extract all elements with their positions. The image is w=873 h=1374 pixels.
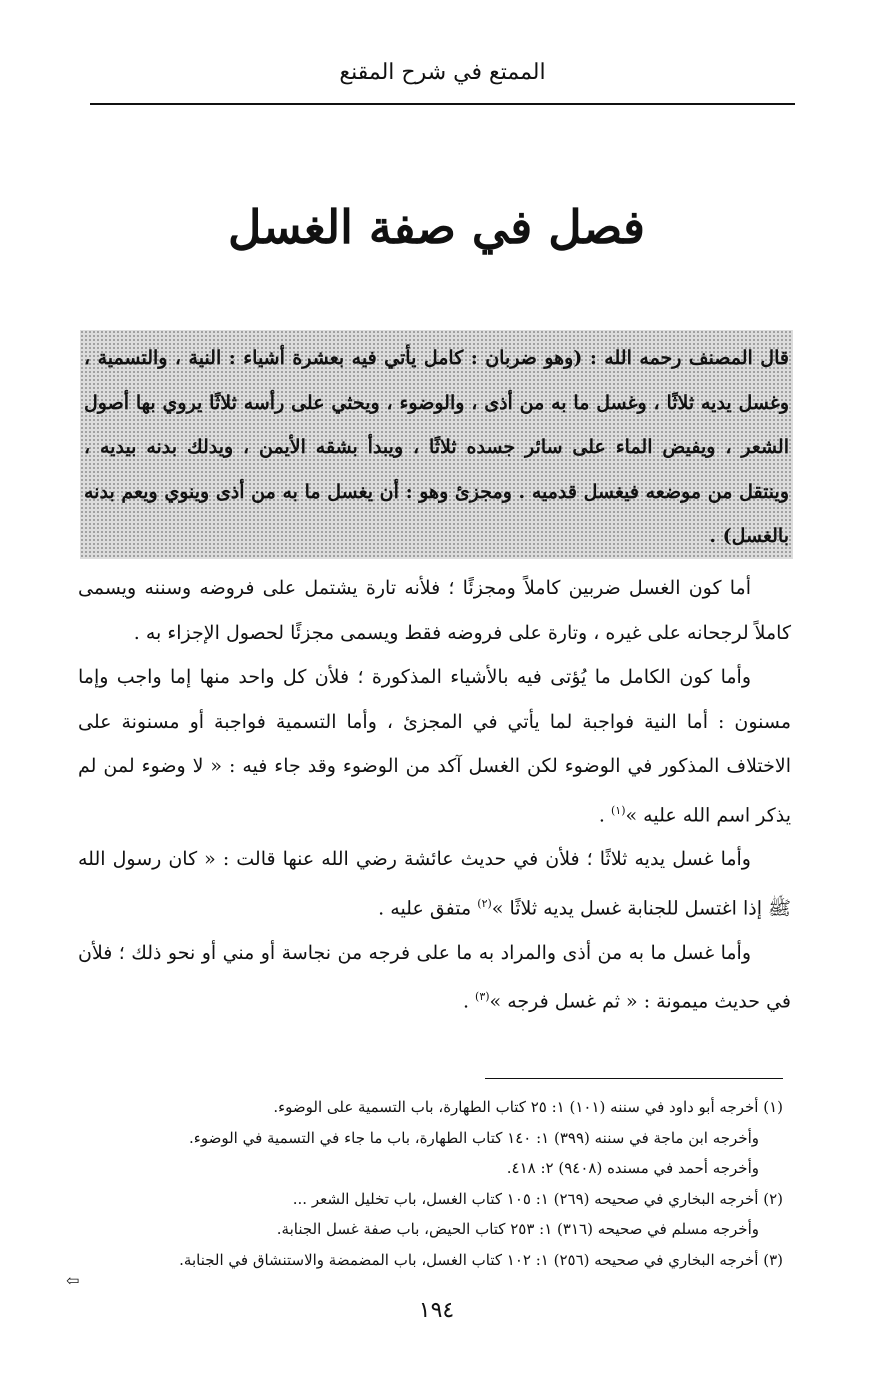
footnote-3: (٣) أخرجه البخاري في صحيحه (٢٥٦) ١: ١٠٢ كتاب الغسل، باب المضمضة والاستنشاق في الجنابة. (179, 1250, 783, 1269)
footnote-2-cont: وأخرجه مسلم في صحيحه (٣١٦) ١: ٢٥٣ كتاب الحيض، باب صفة غسل الجنابة. (276, 1220, 759, 1238)
paragraph-3-tail: متفق عليه . (378, 897, 472, 920)
matn-text: قال المصنف رحمه الله : (وهو ضربان : كامل يأتي فيه بعشرة أشياء : النية ، والتسمية ، وغسل يديه ثلاثًا ، وغسل ما به من أذى ، والوضوء ، ويحثي على رأسه ثلاثًا يروي بها أصول الشعر ، ويفيض الماء على سائر جسده ثلاثًا ، ويبدأ بشقه الأيمن ، ويدلك بدنه بيديه ، وينتقل من موضعه فيغسل قدميه . ومجزئ وهو : أن يغسل ما به من أذى وينوي ويعم بدنه بالغسل) . (84, 347, 789, 547)
chapter-title: فصل في صفة الغسل (228, 200, 645, 254)
footnote-1: (١) أخرجه أبو داود في سننه (١٠١) ١: ٢٥ كتاب الطهارة، باب التسمية على الوضوء. (273, 1098, 783, 1116)
footnote-2: (٢) أخرجه البخاري في صحيحه (٢٦٩) ١: ١٠٥ كتاب الغسل، باب تخليل الشعر ... (292, 1189, 783, 1208)
paragraph-2-text: وأما كون الكامل ما يُؤتى فيه بالأشياء المذكورة ؛ فلأن كل واحد منها إما واجب وإما مسنون : أما النية فواجبة لما يأتي في المجزئ ، وأما التسمية فواجبة أو مسنونة على الاختلاف المذكور في الوضوء لكن الغسل آكد من الوضوء وقد جاء فيه : « لا وضوء لمن لم يذكر اسم الله عليه » (78, 666, 792, 826)
header-rule (90, 103, 795, 105)
footnotes (86, 1092, 783, 1275)
footnote-1-cont-b: وأخرجه أحمد في مسنده (٩٤٠٨) ٢: ٤١٨. (506, 1159, 759, 1177)
paragraph-3-text: وأما غسل يديه ثلاثًا ؛ فلأن في حديث عائشة رضي الله عنها قالت : « كان رسول الله ﷺ إذا اغتسل للجنابة غسل يديه ثلاثًا » (78, 848, 791, 920)
commentary-body (78, 566, 791, 1024)
footnote-ref-2: (٢) (477, 896, 492, 910)
running-header: الممتع في شرح المقنع (339, 60, 546, 85)
footnote-ref-3: (٣) (475, 990, 490, 1004)
paragraph-1-text: أما كون الغسل ضربين كاملاً ومجزئًا ؛ فلأنه تارة يشتمل على فروضه وسننه ويسمى كاملاً لرجحانه على غيره ، وتارة على فروضه فقط ويسمى مجزئًا لحصول الإجزاء به . (78, 577, 791, 644)
paragraph-4 (78, 931, 791, 1024)
paragraph-4-text: وأما غسل ما به من أذى والمراد به ما على فرجه من نجاسة أو مني أو نحو ذلك ؛ فلأن في حديث ميمونة : « ثم غسل فرجه » (78, 941, 791, 1013)
paragraph-3 (78, 837, 791, 930)
footnote-1-cont-a: وأخرجه ابن ماجة في سننه (٣٩٩) ١: ١٤٠ كتاب الطهارة، باب ما جاء في التسمية في الوضوء. (189, 1128, 759, 1147)
paragraph-2 (78, 655, 791, 837)
paragraph-2-end: . (598, 803, 605, 826)
matn-quote-box (80, 330, 793, 559)
paragraph-4-end: . (462, 990, 469, 1013)
paragraph-1 (78, 566, 791, 655)
footnote-rule (485, 1078, 783, 1079)
footnote-ref-1: (١) (610, 803, 626, 817)
page-number: ١٩٤ (418, 1298, 455, 1323)
continue-arrow-icon: ⇦ (66, 1271, 80, 1290)
